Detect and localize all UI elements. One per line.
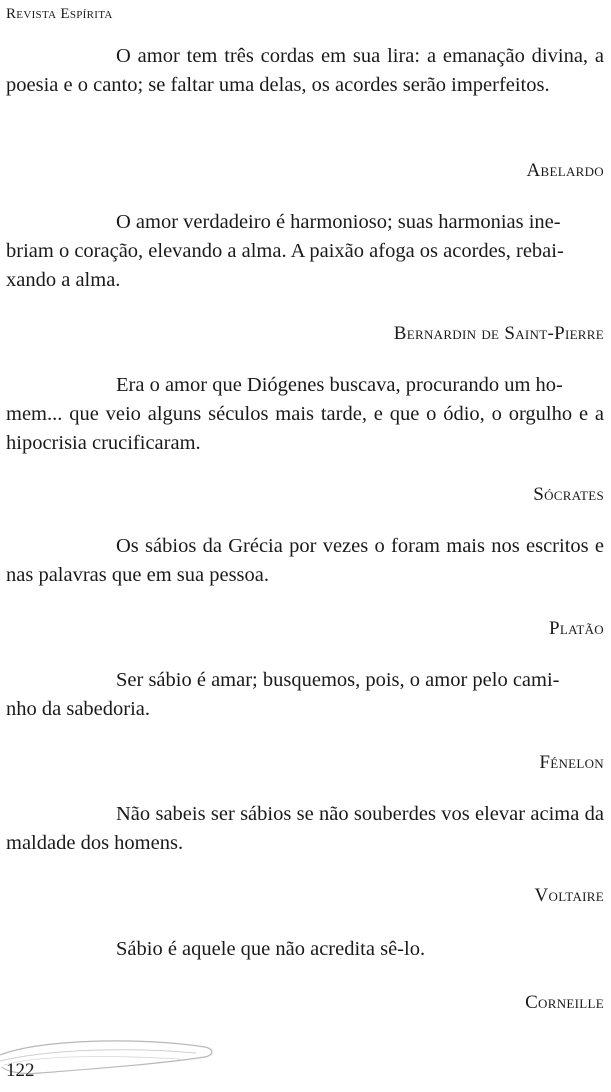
- author-platao: Platão: [549, 618, 604, 639]
- author-fenelon: Fénelon: [539, 752, 604, 773]
- author-bernardin: Bernardin de Saint-Pierre: [393, 323, 604, 344]
- quote-corneille: Sábio é aquele que não acredita sê-lo.: [116, 938, 426, 960]
- running-head: Revista Espírita: [6, 6, 113, 22]
- page-number: 122: [6, 1060, 35, 1081]
- quote-abelardo: O amor tem três cordas em sua lira: a emanação divina, a poesia e o canto; se faltar uma delas, os acordes serão imperfeitos.: [6, 45, 604, 96]
- quote-fenelon: Ser sábio é amar; busquemos, pois, o amor pelo cami- nho da sabedoria.: [6, 669, 560, 720]
- author-corneille: Corneille: [525, 992, 604, 1013]
- author-voltaire: Voltaire: [534, 885, 604, 906]
- author-abelardo: Abelardo: [526, 160, 604, 181]
- quote-voltaire: Não sabeis ser sábios se não souberdes vos elevar acima da maldade dos homens.: [6, 803, 604, 854]
- quote-platao: Os sábios da Grécia por vezes o foram mais nos escritos e nas palavras que em sua pessoa.: [6, 535, 604, 586]
- quote-bernardin: O amor verdadeiro é harmonioso; suas harmonias ine- briam o coração, elevando a alma. A paixão afoga os acordes, rebai- xando a alma.: [6, 211, 564, 291]
- quote-socrates: Era o amor que Diógenes buscava, procurando um ho- mem... que veio alguns séculos mais tarde, e que o ódio, o orgulho e a hipocrisia crucificaram.: [6, 374, 604, 454]
- author-socrates: Sócrates: [533, 484, 604, 505]
